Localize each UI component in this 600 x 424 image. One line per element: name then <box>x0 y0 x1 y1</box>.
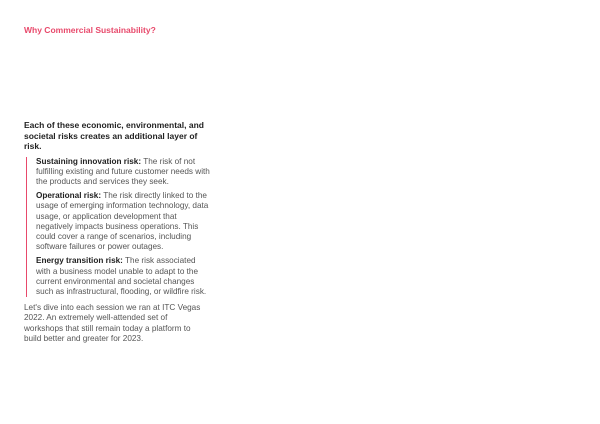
main-content <box>24 120 210 352</box>
risk-title: Sustaining innovation risk: <box>36 156 142 166</box>
risk-description: The risk directly linked to the usage of emerging information technology, data usage, or application development that negatively impacts business operations. This could cover a range of scenarios, including software failures or power outages. <box>36 191 209 252</box>
risk-title: Energy transition risk: <box>36 256 123 266</box>
risk-item-operational <box>36 191 210 252</box>
risk-description: The risk of not fulfilling existing and future customer needs with the products and services they seek. <box>36 156 210 186</box>
risk-item-energy-transition <box>36 256 210 297</box>
risk-title: Operational risk: <box>36 191 102 201</box>
risk-list <box>26 157 210 298</box>
intro-paragraph: Each of these economic, environmental, and societal risks creates an additional layer of risk. <box>24 120 204 151</box>
page-header-title: Why Commercial Sustainability? <box>24 25 156 35</box>
risk-item-sustaining-innovation <box>36 157 210 188</box>
risk-description: The risk associated with a business model unable to adapt to the current environmental and societal changes such as infrastructural, flooding, or wildfire risk. <box>36 256 207 296</box>
outro-paragraph: Let's dive into each session we ran at ITC Vegas 2022. An extremely well-attended set of workshops that still remain today a platform to build better and greater for 2023. <box>24 303 201 343</box>
